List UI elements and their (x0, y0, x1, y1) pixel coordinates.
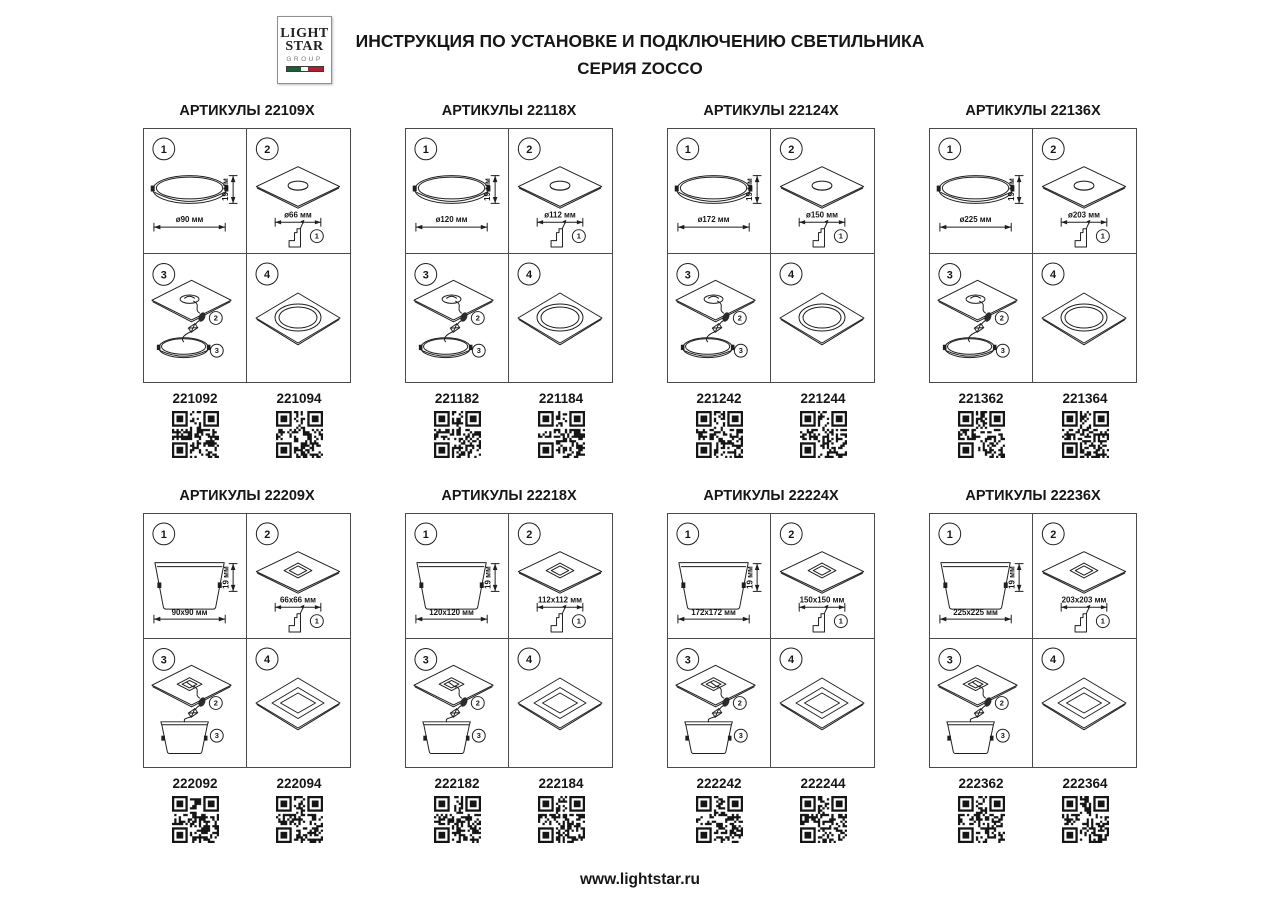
article-code: 221184 (538, 391, 584, 406)
qr-code (1062, 796, 1109, 843)
step-number: 2 (526, 528, 533, 541)
article-code: 222182 (434, 776, 480, 791)
step2-cutout-hole (509, 129, 612, 254)
qr-code (538, 411, 585, 458)
step2-cutout-hole (509, 514, 612, 639)
step-number: 2 (526, 143, 533, 156)
articles (143, 391, 351, 463)
panel-title: АРТИКУЛЫ 22236X (965, 488, 1101, 504)
callout-ref: 1 (1100, 616, 1105, 626)
fixture-dimension-label: ø225 мм (959, 215, 992, 225)
article-code: 222364 (1062, 776, 1108, 791)
fixture-side-diagram (406, 514, 508, 638)
panel-22209x (143, 488, 351, 848)
wiring-diagram (406, 639, 508, 767)
step3-wiring (668, 639, 771, 767)
article (667, 391, 771, 463)
step2-cutout-hole (247, 514, 350, 639)
step4-installed (1033, 254, 1136, 382)
step1-fixture-dimensions (144, 129, 247, 254)
panel-22124x (667, 103, 875, 463)
step-number: 3 (684, 654, 691, 667)
step-number: 4 (525, 269, 533, 281)
instruction-grid (143, 128, 351, 383)
fixture-dimension-label: ø90 мм (175, 215, 204, 225)
step-number: 3 (160, 269, 167, 282)
step3-wiring (406, 254, 509, 382)
hole-dimension-label: 150x150 мм (799, 595, 845, 605)
panels-row-square (0, 488, 1280, 848)
fixture-dimension-label: 225x225 мм (953, 608, 998, 618)
panel-22109x (143, 103, 351, 463)
fixture-dimension-label: 90x90 мм (171, 608, 208, 618)
articles (929, 776, 1137, 848)
callout-ref: 1 (838, 616, 843, 626)
article-code: 221244 (800, 391, 846, 406)
article (929, 391, 1033, 463)
hole-dimension-label: ø150 мм (806, 210, 838, 220)
callout-ref: 2 (999, 313, 1004, 323)
step-number: 4 (787, 269, 795, 281)
callout-ref: 3 (738, 731, 743, 741)
cutout-diagram (1033, 514, 1136, 638)
step-number: 1 (684, 143, 691, 156)
step-number: 4 (1049, 269, 1057, 281)
step4-installed (247, 639, 350, 767)
logo-word-star: STAR (285, 39, 324, 54)
step-number: 2 (264, 143, 271, 156)
fixture-side-diagram (930, 129, 1032, 253)
qr-code (958, 796, 1005, 843)
callout-ref: 1 (314, 231, 319, 241)
instruction-grid (667, 513, 875, 768)
fixture-side-diagram (930, 514, 1032, 638)
fixture-side-diagram (668, 514, 770, 638)
installed-diagram (247, 254, 350, 382)
callout-ref: 2 (213, 313, 218, 323)
hole-dimension-label: ø112 мм (544, 210, 576, 220)
article-code: 222362 (958, 776, 1004, 791)
step4-installed (509, 639, 612, 767)
articles (405, 391, 613, 463)
article (143, 391, 247, 463)
panel-title: АРТИКУЛЫ 22218X (441, 488, 577, 504)
flag-white (301, 67, 308, 71)
article (667, 776, 771, 848)
panel-title: АРТИКУЛЫ 22124X (703, 103, 839, 119)
wiring-diagram (930, 639, 1032, 767)
instruction-grid (929, 128, 1137, 383)
wiring-diagram (144, 639, 246, 767)
wiring-diagram (406, 254, 508, 382)
italian-flag-icon (286, 66, 324, 72)
callout-ref: 3 (1000, 346, 1005, 356)
height-dimension-label: 19 мм (483, 178, 493, 201)
article-code: 221242 (696, 391, 742, 406)
logo-word-group: GROUP (286, 55, 323, 63)
title-line-2: СЕРИЯ ZOCCO (577, 59, 703, 78)
fixture-side-diagram (406, 129, 508, 253)
installed-diagram (509, 639, 612, 767)
article-code: 221094 (276, 391, 322, 406)
articles (405, 776, 613, 848)
height-dimension-label: 19 мм (1007, 178, 1017, 201)
callout-ref: 2 (475, 698, 480, 708)
callout-ref: 3 (214, 346, 219, 356)
step-number: 3 (160, 654, 167, 667)
fixture-dimension-label: ø172 мм (697, 215, 730, 225)
callout-ref: 1 (838, 231, 843, 241)
step1-fixture-dimensions (668, 129, 771, 254)
callout-ref: 1 (576, 231, 581, 241)
qr-code (276, 796, 323, 843)
qr-code (538, 796, 585, 843)
step3-wiring (144, 254, 247, 382)
callout-ref: 1 (576, 616, 581, 626)
callout-ref: 2 (475, 313, 480, 323)
step-number: 4 (263, 654, 271, 666)
installed-diagram (771, 254, 874, 382)
instruction-grid (667, 128, 875, 383)
step-number: 2 (264, 528, 271, 541)
cutout-diagram (247, 514, 350, 638)
article-code: 222242 (696, 776, 742, 791)
articles (143, 776, 351, 848)
wiring-diagram (930, 254, 1032, 382)
height-dimension-label: 19 мм (483, 566, 493, 589)
hole-dimension-label: 203x203 мм (1061, 595, 1107, 605)
step2-cutout-hole (247, 129, 350, 254)
height-dimension-label: 19 мм (745, 178, 755, 201)
step3-wiring (668, 254, 771, 382)
installed-diagram (247, 639, 350, 767)
articles (929, 391, 1137, 463)
step3-wiring (930, 254, 1033, 382)
panel-22236x (929, 488, 1137, 848)
qr-code (276, 411, 323, 458)
qr-code (1062, 411, 1109, 458)
wiring-diagram (144, 254, 246, 382)
fixture-side-diagram (144, 514, 246, 638)
installed-diagram (509, 254, 612, 382)
step4-installed (509, 254, 612, 382)
fixture-dimension-label: 120x120 мм (429, 608, 474, 618)
step1-fixture-dimensions (144, 514, 247, 639)
article-code: 221362 (958, 391, 1004, 406)
step1-fixture-dimensions (930, 514, 1033, 639)
step4-installed (771, 254, 874, 382)
panel-title: АРТИКУЛЫ 22118X (441, 103, 577, 119)
article-code: 221182 (434, 391, 480, 406)
header (0, 0, 1280, 97)
step-number: 4 (1049, 654, 1057, 666)
step2-cutout-hole (1033, 129, 1136, 254)
step-number: 1 (160, 143, 167, 156)
callout-ref: 3 (476, 731, 481, 741)
hole-dimension-label: ø203 мм (1068, 210, 1100, 220)
article (1033, 391, 1137, 463)
installed-diagram (1033, 639, 1136, 767)
article (247, 391, 351, 463)
qr-code (172, 796, 219, 843)
article (143, 776, 247, 848)
step-number: 2 (788, 528, 795, 541)
step4-installed (247, 254, 350, 382)
article-code: 221092 (172, 391, 218, 406)
step2-cutout-hole (771, 129, 874, 254)
article (771, 776, 875, 848)
hole-dimension-label: 112x112 мм (538, 595, 582, 605)
panel-title: АРТИКУЛЫ 22109X (179, 103, 315, 119)
callout-ref: 2 (999, 698, 1004, 708)
panel-title: АРТИКУЛЫ 22209X (179, 488, 315, 504)
fixture-side-diagram (144, 129, 246, 253)
step3-wiring (406, 639, 509, 767)
instruction-grid (143, 513, 351, 768)
callout-ref: 2 (737, 313, 742, 323)
qr-code (434, 411, 481, 458)
article (247, 776, 351, 848)
lightstar-logo (277, 16, 332, 84)
website-url: www.lightstar.ru (580, 871, 700, 888)
instruction-grid (405, 513, 613, 768)
step-number: 3 (946, 654, 953, 667)
cutout-diagram (509, 129, 612, 253)
fixture-side-diagram (668, 129, 770, 253)
step3-wiring (144, 639, 247, 767)
step-number: 2 (1050, 528, 1057, 541)
wiring-diagram (668, 254, 770, 382)
instruction-grid (405, 128, 613, 383)
article (405, 776, 509, 848)
qr-code (696, 411, 743, 458)
instruction-grid (929, 513, 1137, 768)
qr-code (800, 796, 847, 843)
qr-code (696, 796, 743, 843)
panels-row-round (0, 103, 1280, 463)
callout-ref: 2 (213, 698, 218, 708)
cutout-diagram (509, 514, 612, 638)
callout-ref: 1 (1100, 231, 1105, 241)
qr-code (434, 796, 481, 843)
qr-code (172, 411, 219, 458)
step-number: 2 (1050, 143, 1057, 156)
step1-fixture-dimensions (406, 129, 509, 254)
step1-fixture-dimensions (406, 514, 509, 639)
panel-22118x (405, 103, 613, 463)
step-number: 1 (946, 528, 953, 541)
installed-diagram (771, 639, 874, 767)
height-dimension-label: 19 мм (221, 178, 231, 201)
callout-ref: 3 (738, 346, 743, 356)
installed-diagram (1033, 254, 1136, 382)
step-number: 3 (422, 269, 429, 282)
article (509, 391, 613, 463)
fixture-dimension-label: ø120 мм (435, 215, 468, 225)
cutout-diagram (771, 514, 874, 638)
step2-cutout-hole (771, 514, 874, 639)
document-title (0, 0, 1280, 79)
article-code: 221364 (1062, 391, 1108, 406)
article-code: 222184 (538, 776, 584, 791)
step-number: 4 (263, 269, 271, 281)
article (509, 776, 613, 848)
step2-cutout-hole (1033, 514, 1136, 639)
qr-code (958, 411, 1005, 458)
article (1033, 776, 1137, 848)
panel-title: АРТИКУЛЫ 22136X (965, 103, 1101, 119)
step-number: 1 (422, 143, 429, 156)
step4-installed (771, 639, 874, 767)
callout-ref: 1 (314, 616, 319, 626)
qr-code (800, 411, 847, 458)
step-number: 1 (422, 528, 429, 541)
article (929, 776, 1033, 848)
articles (667, 776, 875, 848)
flag-red (308, 67, 322, 71)
cutout-diagram (247, 129, 350, 253)
article (771, 391, 875, 463)
step-number: 2 (788, 143, 795, 156)
step1-fixture-dimensions (668, 514, 771, 639)
hole-dimension-label: ø66 мм (284, 210, 312, 220)
callout-ref: 3 (476, 346, 481, 356)
step-number: 4 (525, 654, 533, 666)
article-code: 222244 (800, 776, 846, 791)
cutout-diagram (1033, 129, 1136, 253)
height-dimension-label: 19 мм (221, 566, 231, 589)
article-code: 222094 (276, 776, 322, 791)
step4-installed (1033, 639, 1136, 767)
callout-ref: 2 (737, 698, 742, 708)
flag-green (287, 67, 301, 71)
step-number: 1 (946, 143, 953, 156)
step1-fixture-dimensions (930, 129, 1033, 254)
height-dimension-label: 19 мм (745, 566, 755, 589)
callout-ref: 3 (214, 731, 219, 741)
step-number: 4 (787, 654, 795, 666)
logo-word-light: LIGHT (280, 26, 329, 42)
articles (667, 391, 875, 463)
cutout-diagram (771, 129, 874, 253)
step-number: 3 (946, 269, 953, 282)
panel-22224x (667, 488, 875, 848)
fixture-dimension-label: 172x172 мм (691, 608, 736, 618)
title-line-1: ИНСТРУКЦИЯ ПО УСТАНОВКЕ И ПОДКЛЮЧЕНИЮ СВЕТИЛЬНИКА (355, 31, 925, 51)
step-number: 1 (160, 528, 167, 541)
callout-ref: 3 (1000, 731, 1005, 741)
step-number: 3 (684, 269, 691, 282)
step3-wiring (930, 639, 1033, 767)
panel-title: АРТИКУЛЫ 22224X (703, 488, 839, 504)
article (405, 391, 509, 463)
panel-22136x (929, 103, 1137, 463)
height-dimension-label: 19 мм (1007, 566, 1017, 589)
hole-dimension-label: 66x66 мм (280, 595, 316, 605)
panel-22218x (405, 488, 613, 848)
step-number: 3 (422, 654, 429, 667)
wiring-diagram (668, 639, 770, 767)
article-code: 222092 (172, 776, 218, 791)
step-number: 1 (684, 528, 691, 541)
